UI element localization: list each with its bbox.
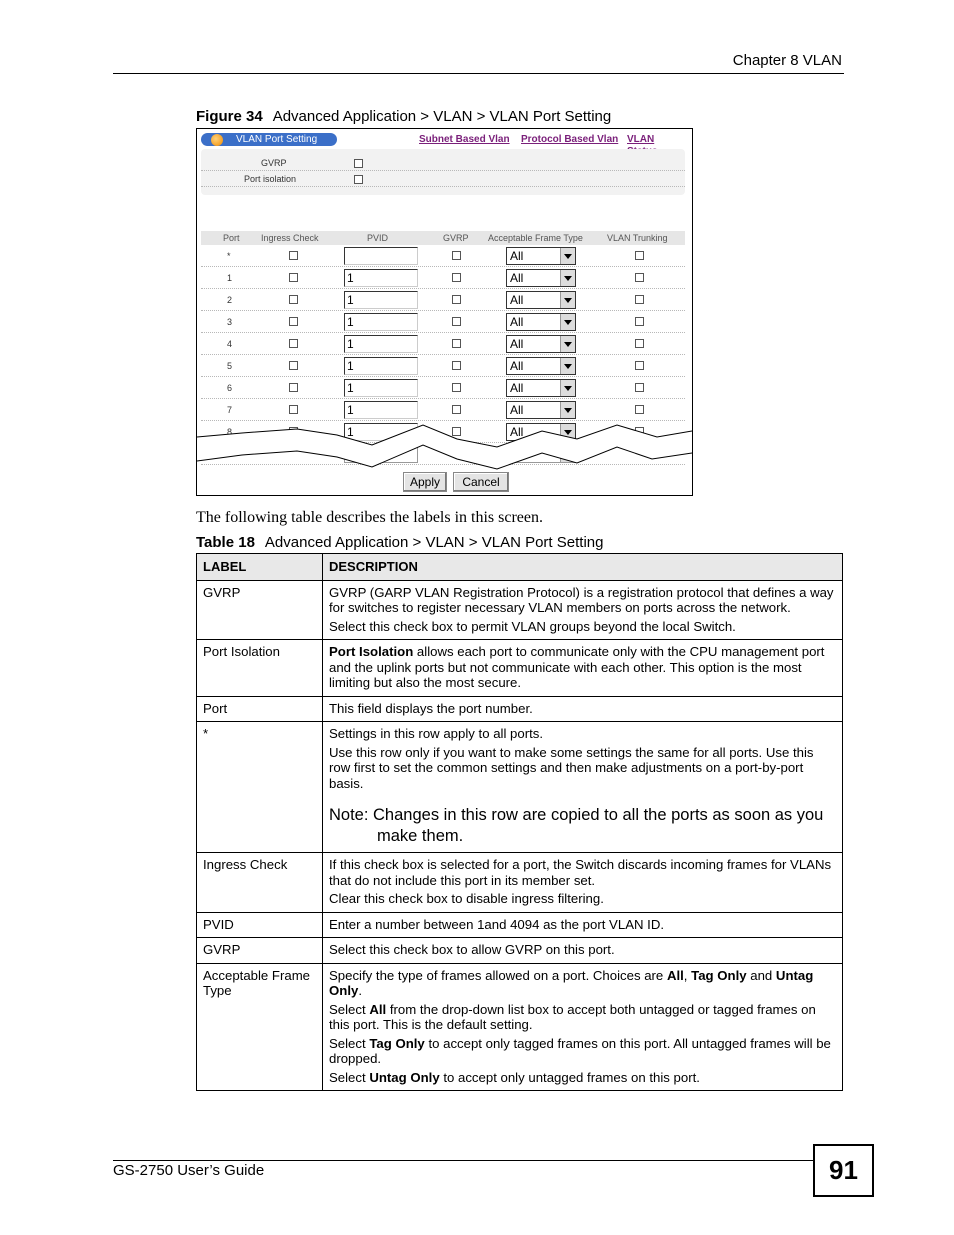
figure-title: Advanced Application > VLAN > VLAN Port Setting bbox=[272, 108, 612, 125]
row-label: GVRP bbox=[197, 580, 323, 640]
pvid-input[interactable]: 1 bbox=[344, 357, 418, 375]
link-subnet-based-vlan[interactable]: Subnet Based Vlan bbox=[419, 134, 510, 145]
frame-type-value: All bbox=[510, 403, 524, 417]
row-label: * bbox=[197, 722, 323, 853]
frame-type-value: All bbox=[510, 249, 524, 263]
row-label: GVRP bbox=[197, 938, 323, 964]
pvid-input[interactable]: 1 bbox=[344, 401, 418, 419]
page-number: 91 bbox=[813, 1144, 874, 1197]
row-label: Ingress Check bbox=[197, 853, 323, 913]
table-title: Advanced Application > VLAN > VLAN Port Setting bbox=[264, 534, 604, 551]
pvid-input[interactable]: 1 bbox=[344, 313, 418, 331]
guide-title: GS-2750 User’s Guide bbox=[113, 1162, 265, 1179]
col-frame-type: Acceptable Frame Type bbox=[488, 233, 583, 243]
frame-type-value: All bbox=[510, 293, 524, 307]
desc-text: Select bbox=[329, 1069, 370, 1085]
note: Note: Changes in this row are copied to all the ports as soon as you make them. bbox=[329, 806, 824, 845]
apply-button[interactable]: Apply bbox=[403, 472, 447, 492]
desc-para: GVRP (GARP VLAN Registration Protocol) is a registration protocol that defines a way for switches to register necessary VLAN members on ports across the network. bbox=[329, 584, 834, 615]
desc-text: Select bbox=[329, 1035, 370, 1051]
link-protocol-based-vlan[interactable]: Protocol Based Vlan bbox=[521, 134, 619, 145]
desc-text: Specify the type of frames allowed on a port. Choices are bbox=[329, 967, 667, 983]
desc-para bbox=[329, 1002, 837, 1033]
figure-label: Figure 34 bbox=[196, 108, 263, 125]
desc-bold: All bbox=[369, 1001, 387, 1017]
frame-type-value: All bbox=[510, 425, 524, 439]
port-isolation-label: Port isolation bbox=[244, 174, 297, 184]
port-number: 4 bbox=[227, 339, 233, 349]
desc-text: and bbox=[746, 967, 776, 983]
row-label: PVID bbox=[197, 912, 323, 938]
desc-bold: Untag Only bbox=[329, 967, 814, 998]
desc-para: Select this check box to permit VLAN groups beyond the local Switch. bbox=[329, 618, 736, 634]
row-label: Port Isolation bbox=[197, 640, 323, 697]
desc-para: Settings in this row apply to all ports. bbox=[329, 726, 544, 741]
desc-para: If this check box is selected for a port, the Switch discards incoming frames for VLANs that do not include this port in its member set. bbox=[329, 857, 832, 888]
pvid-input[interactable]: 1 bbox=[344, 379, 418, 397]
table-header-row bbox=[197, 554, 843, 581]
frame-type-value: All bbox=[510, 315, 524, 329]
col-vlan-trunking: VLAN Trunking bbox=[607, 233, 668, 243]
desc-text: from the drop-down list box to accept both untagged or tagged frames on this port. This is the default setting. bbox=[329, 1001, 816, 1032]
pvid-input[interactable]: 1 bbox=[344, 423, 418, 441]
col-gvrp: GVRP bbox=[443, 233, 469, 243]
chapter-header: Chapter 8 VLAN bbox=[732, 52, 842, 69]
vlan-port-setting-screenshot bbox=[196, 128, 693, 496]
desc-para: Use this row only if you want to make some settings the same for all ports. Use this row first to set the common settings and then make adjustments on a port-by-port basis. bbox=[329, 744, 814, 791]
frame-type-value: All bbox=[510, 359, 524, 373]
port-number: * bbox=[227, 251, 231, 261]
pvid-input[interactable]: 1 bbox=[344, 335, 418, 353]
port-number: 7 bbox=[227, 405, 233, 415]
pvid-input[interactable]: 1 bbox=[344, 269, 418, 287]
head-description: DESCRIPTION bbox=[323, 554, 843, 581]
row-description bbox=[323, 853, 843, 913]
desc-text: , bbox=[683, 967, 692, 983]
frame-type-value: All bbox=[510, 271, 524, 285]
table-row bbox=[197, 640, 843, 697]
row-description bbox=[323, 722, 843, 853]
intro-text: The following table describes the labels in this screen. bbox=[196, 509, 544, 526]
table-row bbox=[197, 912, 843, 938]
port-number: 8 bbox=[227, 427, 233, 437]
desc-para: Clear this check box to disable ingress filtering. bbox=[329, 891, 604, 906]
desc-text: allows each port to communicate only with the CPU management port and the uplink ports but not communicate with each other. This option is the most limiting but also the most secure. bbox=[329, 644, 825, 690]
row-description: Select this check box to allow GVRP on this port. bbox=[323, 938, 843, 964]
port-number: 5 bbox=[227, 361, 233, 371]
table-row bbox=[197, 938, 843, 964]
table-row bbox=[197, 580, 843, 640]
desc-text: to accept only tagged frames on this port. All untagged frames will be dropped. bbox=[329, 1035, 831, 1066]
head-label: LABEL bbox=[197, 554, 323, 581]
row-label: Port bbox=[197, 696, 323, 722]
screen-title: VLAN Port Setting bbox=[236, 134, 318, 145]
row-description bbox=[323, 640, 843, 697]
port-number: 2 bbox=[227, 295, 233, 305]
header-rule bbox=[113, 73, 844, 74]
port-number: 1 bbox=[227, 273, 233, 283]
table-caption bbox=[196, 534, 603, 551]
frame-type-value: All bbox=[510, 381, 524, 395]
break-marks bbox=[197, 129, 692, 495]
figure-caption bbox=[196, 108, 611, 125]
desc-bold: Tag Only bbox=[369, 1035, 425, 1051]
pvid-input[interactable]: 1 bbox=[344, 291, 418, 309]
desc-bold: Untag Only bbox=[369, 1069, 440, 1085]
row-label: Acceptable Frame Type bbox=[197, 963, 323, 1091]
desc-text: Select bbox=[329, 1001, 370, 1017]
table-row bbox=[197, 853, 843, 913]
row-description: This field displays the port number. bbox=[323, 696, 843, 722]
gvrp-label: GVRP bbox=[261, 158, 287, 168]
link-vlan-status[interactable]: VLAN bbox=[627, 134, 655, 145]
table-label: Table 18 bbox=[196, 534, 255, 551]
cancel-button[interactable]: Cancel bbox=[453, 472, 509, 492]
desc-para bbox=[329, 644, 837, 691]
desc-para bbox=[329, 968, 837, 999]
desc-bold: All bbox=[666, 967, 684, 983]
desc-para bbox=[329, 1036, 837, 1067]
desc-para bbox=[329, 1070, 837, 1086]
frame-type-value: All bbox=[510, 337, 524, 351]
port-number: 6 bbox=[227, 383, 233, 393]
row-description: Enter a number between 1and 4094 as the port VLAN ID. bbox=[323, 912, 843, 938]
footer-rule bbox=[113, 1160, 813, 1161]
desc-bold: Port Isolation bbox=[329, 644, 414, 659]
table-row bbox=[197, 963, 843, 1091]
col-pvid: PVID bbox=[367, 233, 389, 243]
row-description bbox=[323, 963, 843, 1091]
row-description bbox=[323, 580, 843, 640]
table-row bbox=[197, 696, 843, 722]
col-port: Port bbox=[223, 233, 240, 243]
desc-bold: Tag Only bbox=[691, 967, 747, 983]
desc-text: . bbox=[358, 983, 362, 998]
description-table bbox=[196, 553, 843, 1091]
table-row bbox=[197, 722, 843, 853]
desc-text: to accept only untagged frames on this port. bbox=[439, 1069, 700, 1085]
port-number: 3 bbox=[227, 317, 233, 327]
col-ingress-check: Ingress Check bbox=[261, 233, 319, 243]
